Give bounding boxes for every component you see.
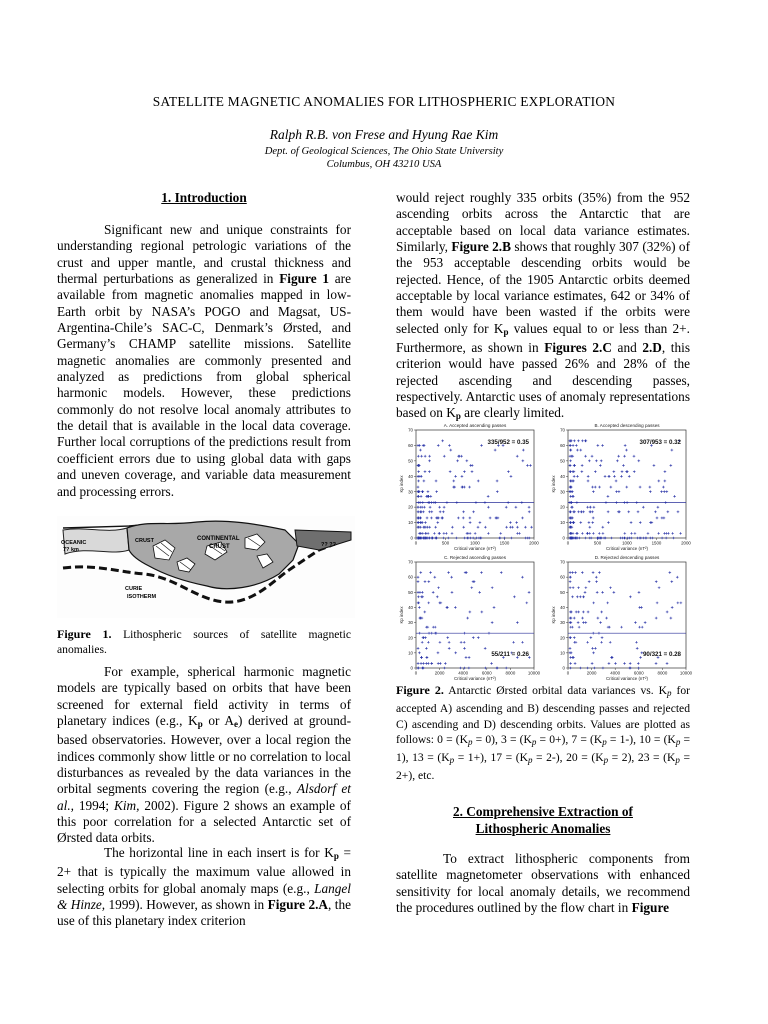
example-paragraph [57,664,351,847]
horizontal-text-2: = 2+ that is typically the maximum value allowed in selecting orbits for global anomaly maps (e.g., [57,845,351,896]
panel-title: A. Accepted ascending passes [443,423,507,428]
label-oceanic: OCEANIC [61,540,87,546]
example-text-2: or A [202,713,234,729]
col2-and: and [611,340,643,356]
col2-text-2: shows that roughly 307 (32%) of the 953 acceptable descending orbits would be rejected. Hence, of the 1905 Antarctic orbits deemed acceptable by local variance estimates, 642 or 34% of them would have been wasted if the orbits were selected only for K [396,239,691,336]
horizontal-text-1: The horizontal line in each insert is for K [104,845,334,860]
panel-ratio-label: 55/211 = 0.26 [491,651,529,658]
y-tick-label: 40 [408,605,413,611]
label-crust: CRUST [135,538,154,544]
figure-2d-reference: 2.D [642,340,662,356]
y-axis-label: Kp index [399,475,404,493]
x-tick-label: 0 [414,540,418,546]
section-2-heading-line-2: Lithospheric Anomalies [475,821,611,836]
figure-2a-reference: Figure 2.A [267,897,329,913]
citation-alsdorf: Alsdorf et al., [57,781,351,813]
y-tick-label: 70 [408,559,413,565]
subscript-p: p [197,719,203,730]
subscript-p: p [675,755,680,766]
x-axis-label: Critical variance (nT²) [454,676,496,681]
y-tick-label: 20 [560,635,565,641]
y-tick-label: 0 [562,665,565,671]
label-continental-crust: CRUST [209,544,230,550]
col2-text-3: values equal to or less than 2+. Furthermore, as shown in [396,320,691,356]
y-tick-label: 40 [560,605,565,611]
x-tick-label: 10000 [679,670,693,676]
subscript-p: p [449,755,455,766]
x-axis-label: Critical variance (nT²) [606,546,648,551]
subscript-p: p [603,755,609,766]
y-tick-label: 10 [560,650,565,656]
figure-1-caption [57,627,351,658]
figure-1-caption-label: Figure 1. [57,627,112,641]
y-tick-label: 60 [560,443,565,449]
panel-frame [416,430,534,538]
subscript-p: p [602,736,607,747]
example-text-4: 1994; [74,797,110,813]
horizontal-text-4: , the use of this planetary index criterion [57,897,352,929]
intro-paragraph [57,222,351,500]
subscript-e: e [234,719,238,730]
y-tick-label: 30 [408,489,413,495]
y-tick-label: 40 [560,473,565,479]
y-tick-label: 60 [560,574,565,580]
subscript-p: p [468,736,473,747]
x-tick-label: 10000 [527,670,541,676]
panel-title: D. Rejected descending passes [594,555,660,560]
y-tick-label: 70 [408,427,413,433]
subscript-p: p [531,736,537,747]
figure-2-caption [396,683,690,784]
x-tick-label: 0 [566,670,570,676]
x-axis-label: Critical variance (nT²) [606,676,648,681]
y-tick-label: 50 [408,458,413,464]
y-axis-label: Kp index [551,606,556,624]
y-tick-label: 10 [408,650,413,656]
x-tick-label: 500 [441,540,450,546]
intro-text-2: are available from magnetic anomalies mapped in low-Earth orbit by NASA’s POGO and Magsat, US-Argentina-Chile’s SAC-C, Denmark’s Ørsted, and Germany’s CHAMP satellite missions. Satellite magnetic anomalies are commonly presented and analyzed as predictions from global spherical harmonic models. However, these predictions commonly do not resolve local anomaly attributes to the detail that is available in the local data coverage. Further local corruptions of the predictions result from coefficient errors due to using global data with gaps and uneven coverage, and variable data measurement and processing errors. [57,271,351,499]
figure-2b-reference: Figure 2.B [451,239,511,255]
example-text-3: ) derived at ground-based observatories. However, over a local region the indices commonly show little or no correlation to local disturbances as revealed by the data variances in the orbital segments covering the region (e.g., [57,713,351,797]
section-1-heading: 1. Introduction [161,190,247,205]
x-tick-label: 1500 [651,540,662,546]
x-tick-label: 4000 [458,670,469,676]
caption-text: Antarctic Ørsted orbital data variances vs. K [443,684,667,697]
x-tick-label: 8000 [505,670,516,676]
caption-text: = 2+), etc. [396,751,691,783]
panel-title: B. Accepted descending passes [594,423,660,428]
x-tick-label: 1000 [622,540,632,546]
y-tick-label: 20 [408,504,413,510]
y-tick-label: 60 [408,443,413,449]
y-tick-label: 70 [560,559,565,565]
horizontal-text-3: 1999). However, as shown in [105,897,265,913]
y-tick-label: 20 [560,504,565,510]
y-tick-label: 10 [560,520,565,526]
col2-text-4: , this criterion would have passed 26% and 28% of the rejected ascending and descending passes, respectively. Antarctic uses of anomaly representations based on K [396,340,690,421]
x-tick-label: 1000 [470,540,480,546]
label-continental: CONTINENTAL [197,536,240,542]
affiliation-line-1: Dept. of Geological Sciences, The Ohio State University [264,146,504,157]
x-tick-label: 6000 [481,670,492,676]
example-text-1: For example, spherical harmonic magnetic models are typically based on orbits that have been screened for external field activity in terms of planetary indices (e.g., K [57,664,351,729]
subscript-p: p [333,851,339,861]
figure-1-reference: Figure 1 [279,271,330,287]
y-tick-label: 0 [410,535,413,541]
extraction-paragraph [396,851,690,916]
y-tick-label: 30 [408,620,413,626]
horizontal-line-paragraph [57,845,351,930]
y-tick-label: 60 [408,574,413,580]
panel-title: C. Rejected ascending passes [443,555,507,560]
y-tick-label: 20 [408,635,413,641]
citation-kim: Kim, [113,797,140,813]
y-tick-label: 50 [408,589,413,595]
caption-text: = 2), 23 = (K [608,751,676,765]
paper-authors: Ralph R.B. von Frese and Hyung Rae Kim [269,127,499,142]
label-isotherm: ISOTHERM [127,594,157,600]
x-tick-label: 1500 [499,540,510,546]
caption-text: = 0), 3 = (K [472,732,532,746]
figure-reference: Figure [631,900,670,916]
y-tick-label: 0 [410,665,413,671]
caption-text: = 0+), 7 = (K [536,732,603,746]
col2-text-5: are clearly limited. [460,405,565,421]
figure-2c-reference: Figures 2.C [544,340,612,356]
y-tick-label: 30 [560,489,565,495]
x-tick-label: 0 [414,670,418,676]
affiliation-line-2: Columbus, OH 43210 USA [326,159,442,170]
y-axis-label: Kp index [551,475,556,493]
caption-text: = 1), 13 = (K [396,732,690,765]
panel-ratio-label: 335/952 = 0.35 [487,439,529,446]
x-tick-label: 2000 [681,540,691,546]
caption-text: = 2-), 20 = (K [532,751,604,765]
label-oceanic-depth: 7? km [63,547,79,553]
citation-langel-hinze: Langel & Hinze, [57,880,351,913]
figure-1-cross-section [57,516,355,618]
extraction-text: To extract lithospheric components from satellite magnetometer observations with enhanced sensitivity for local anomaly details, we recommend the procedures outlined by the flow chart in [396,851,690,916]
label-curie: CURIE [125,586,143,592]
label-depth-right: ?? ?? [321,542,336,548]
panel-ratio-label: 90/321 = 0.28 [642,651,681,658]
x-tick-label: 8000 [657,670,668,676]
subscript-p: p [527,755,533,766]
intro-text-1: Significant new and unique constraints for understanding regional petrologic variations of the crust and upper mantle, and crustal thickness and thermal perturbations as generalized in [57,222,351,287]
caption-text: for accepted A) ascending and B) descending passes and rejected C) ascending and D) descending orbits. Values are plotted as follows: 0 = (K [396,684,690,746]
panel-ratio-label: 307/953 = 0.32 [639,439,681,446]
example-text-5: 2002). Figure 2 shows an example of this poor correlation for a selected Antarctic set of Ørsted data orbits. [57,797,351,846]
x-tick-label: 2000 [434,670,445,676]
x-tick-label: 2000 [529,540,539,546]
subscript-p: p [455,411,461,422]
figure-2-caption-label: Figure 2. [396,683,444,697]
subscript-p: p [675,736,681,747]
x-tick-label: 4000 [610,670,621,676]
y-tick-label: 30 [560,620,565,626]
x-tick-label: 500 [593,540,602,546]
figure-1-caption-text: Lithospheric sources of satellite magnetic anomalies. [57,628,351,657]
subscript-p: p [503,326,509,337]
y-tick-label: 70 [560,427,565,433]
x-tick-label: 0 [566,540,570,546]
subscript-p: p [667,688,672,698]
y-tick-label: 40 [408,473,413,479]
paper-title: SATELLITE MAGNETIC ANOMALIES FOR LITHOSPHERIC EXPLORATION [152,94,616,109]
caption-text: = 1-), 10 = (K [606,732,676,746]
y-tick-label: 10 [408,520,413,526]
col2-text-1: would reject roughly 335 orbits (35%) from the 952 ascending orbits across the Antarctic that are acceptable based on local data variance estimates. Similarly, [396,190,690,255]
y-tick-label: 0 [562,535,565,541]
caption-text: = 1+), 17 = (K [454,751,528,765]
y-tick-label: 50 [560,589,565,595]
y-axis-label: Kp index [399,606,404,624]
x-axis-label: Critical variance (nT²) [454,546,496,551]
panel-frame [568,430,686,538]
figure-2-scatter-panels [396,418,693,681]
y-tick-label: 50 [560,458,565,464]
x-tick-label: 6000 [633,670,644,676]
section-2-heading-line-1: 2. Comprehensive Extraction of [453,804,633,819]
x-tick-label: 2000 [586,670,597,676]
orbit-rejection-paragraph [396,190,690,425]
